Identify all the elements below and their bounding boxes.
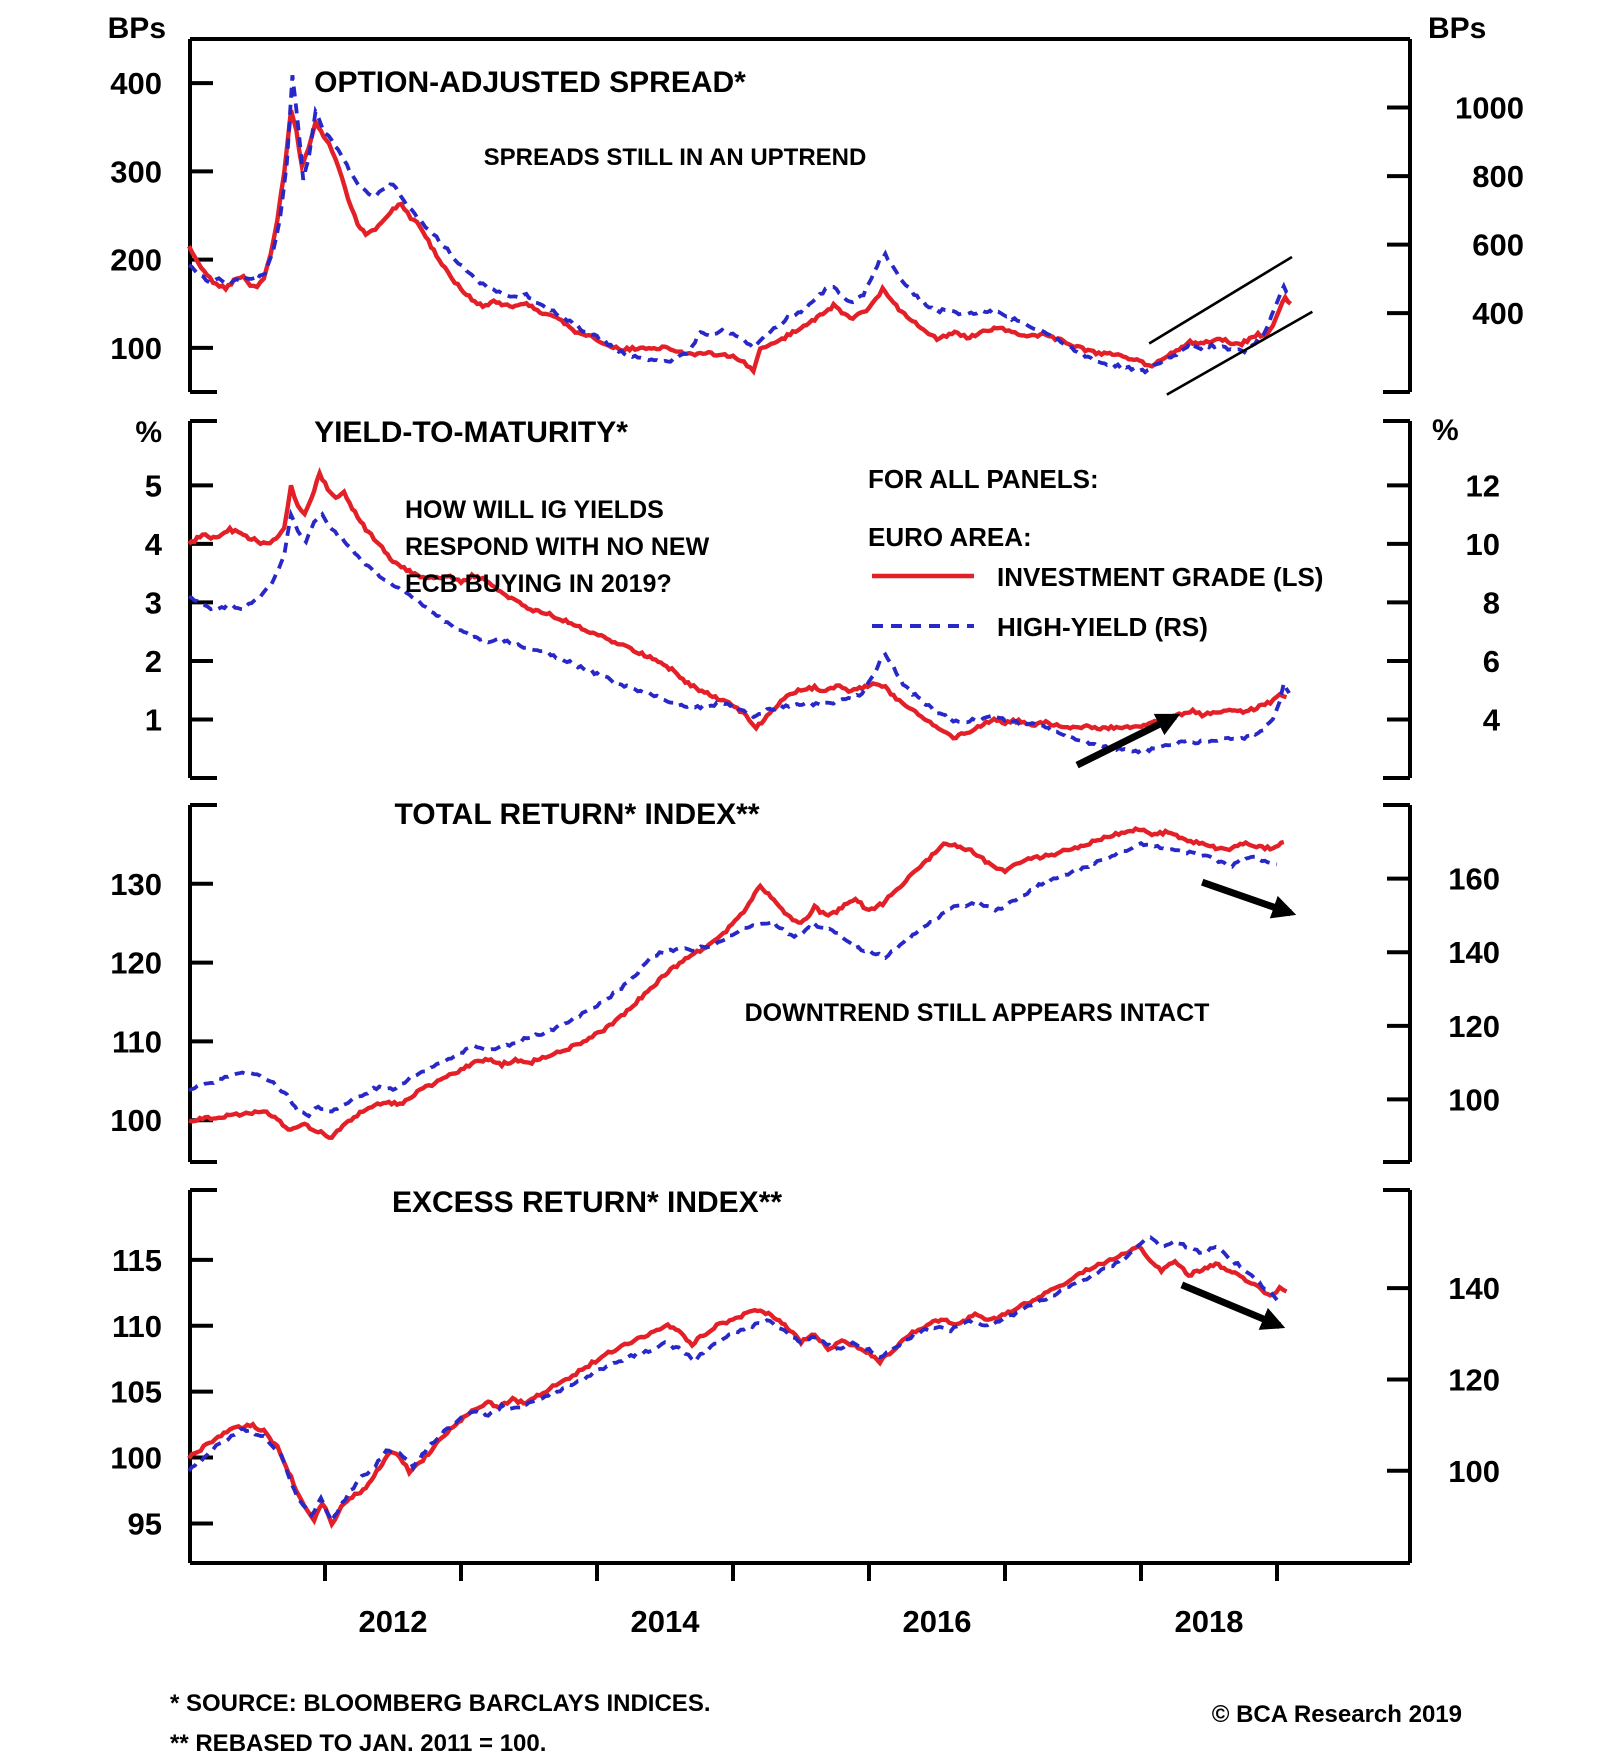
right-tick-label: 120 xyxy=(1448,1362,1500,1398)
panel-3 xyxy=(110,805,1500,1162)
panel2-annotation-line2: RESPOND WITH NO NEW xyxy=(405,533,710,561)
legend xyxy=(868,464,1323,642)
panel-2 xyxy=(145,421,1501,778)
right-tick-label: 140 xyxy=(1448,1271,1500,1307)
trend-arrow xyxy=(1202,882,1290,913)
left-tick-label: 110 xyxy=(111,1024,162,1060)
panel2-annotation-line1: HOW WILL IG YIELDS xyxy=(405,496,664,524)
legend-subheader: EURO AREA: xyxy=(868,522,1032,552)
x-year-label: 2014 xyxy=(630,1604,700,1639)
chart-render-root xyxy=(110,39,1524,1639)
right-tick-label: 10 xyxy=(1465,526,1500,562)
right-tick-label: 140 xyxy=(1448,935,1500,971)
series-investment-grade xyxy=(189,829,1284,1138)
series-high-yield xyxy=(189,843,1277,1116)
left-tick-label: 95 xyxy=(127,1506,162,1542)
trend-channel-line xyxy=(1167,312,1313,395)
left-tick-label: 100 xyxy=(110,1103,162,1139)
left-tick-label: 110 xyxy=(111,1308,162,1344)
panel2-annotation-line3: ECB BUYING IN 2019? xyxy=(405,570,672,598)
panel3-annotation: DOWNTREND STILL APPEARS INTACT xyxy=(744,999,1210,1027)
panel-4 xyxy=(110,1190,1500,1581)
panel2-unit-left-label: % xyxy=(135,416,162,449)
left-tick-label: 200 xyxy=(110,242,162,278)
left-tick-label: 100 xyxy=(110,330,162,366)
left-tick-label: 120 xyxy=(110,945,162,981)
series-high-yield xyxy=(189,75,1289,372)
panel1-title: OPTION-ADJUSTED SPREAD* xyxy=(314,66,746,99)
copyright-text: © BCA Research 2019 xyxy=(1211,1701,1462,1728)
series-high-yield xyxy=(189,1237,1277,1521)
left-tick-label: 130 xyxy=(110,866,162,902)
x-year-label: 2016 xyxy=(902,1604,972,1639)
right-tick-label: 1000 xyxy=(1455,90,1524,126)
left-tick-label: 400 xyxy=(110,66,162,102)
panel1-unit-left-label: BPs xyxy=(107,12,166,45)
right-tick-label: 100 xyxy=(1448,1082,1500,1118)
right-tick-label: 12 xyxy=(1465,468,1500,504)
left-tick-label: 100 xyxy=(110,1440,162,1476)
right-tick-label: 4 xyxy=(1482,702,1500,738)
x-year-label: 2012 xyxy=(358,1604,428,1639)
panel4-title: EXCESS RETURN* INDEX** xyxy=(391,1186,783,1219)
right-tick-label: 400 xyxy=(1472,296,1524,332)
right-tick-label: 160 xyxy=(1448,861,1500,897)
right-tick-label: 120 xyxy=(1448,1008,1500,1044)
right-tick-label: 8 xyxy=(1482,585,1500,621)
left-tick-label: 1 xyxy=(144,702,162,738)
panel3-title: TOTAL RETURN* INDEX** xyxy=(394,798,760,831)
left-tick-label: 2 xyxy=(144,643,162,679)
footnote-source: * SOURCE: BLOOMBERG BARCLAYS INDICES. xyxy=(170,1690,711,1717)
legend-item-high-yield: HIGH-YIELD (RS) xyxy=(997,612,1208,642)
left-tick-label: 3 xyxy=(144,585,162,621)
right-tick-label: 6 xyxy=(1482,643,1500,679)
footnote-rebased: ** REBASED TO JAN. 2011 = 100. xyxy=(170,1730,547,1757)
x-year-label: 2018 xyxy=(1174,1604,1244,1639)
panel2-title: YIELD-TO-MATURITY* xyxy=(314,416,628,449)
left-tick-label: 4 xyxy=(144,526,162,562)
legend-header: FOR ALL PANELS: xyxy=(868,464,1099,494)
trend-arrow xyxy=(1077,717,1175,766)
left-tick-label: 5 xyxy=(144,468,162,504)
left-tick-label: 105 xyxy=(110,1374,162,1410)
panel1-annotation: SPREADS STILL IN AN UPTREND xyxy=(483,144,867,171)
series-investment-grade xyxy=(189,473,1287,738)
right-tick-label: 100 xyxy=(1448,1453,1500,1489)
legend-item-investment-grade: INVESTMENT GRADE (LS) xyxy=(997,562,1324,592)
right-tick-label: 800 xyxy=(1472,159,1524,195)
panel2-unit-right-label: % xyxy=(1432,414,1459,447)
series-investment-grade xyxy=(189,1246,1287,1524)
right-tick-label: 600 xyxy=(1472,227,1524,263)
static-labels xyxy=(108,12,1487,1757)
panel1-unit-right-label: BPs xyxy=(1428,12,1487,45)
left-tick-label: 300 xyxy=(110,154,162,190)
left-tick-label: 115 xyxy=(111,1242,162,1278)
